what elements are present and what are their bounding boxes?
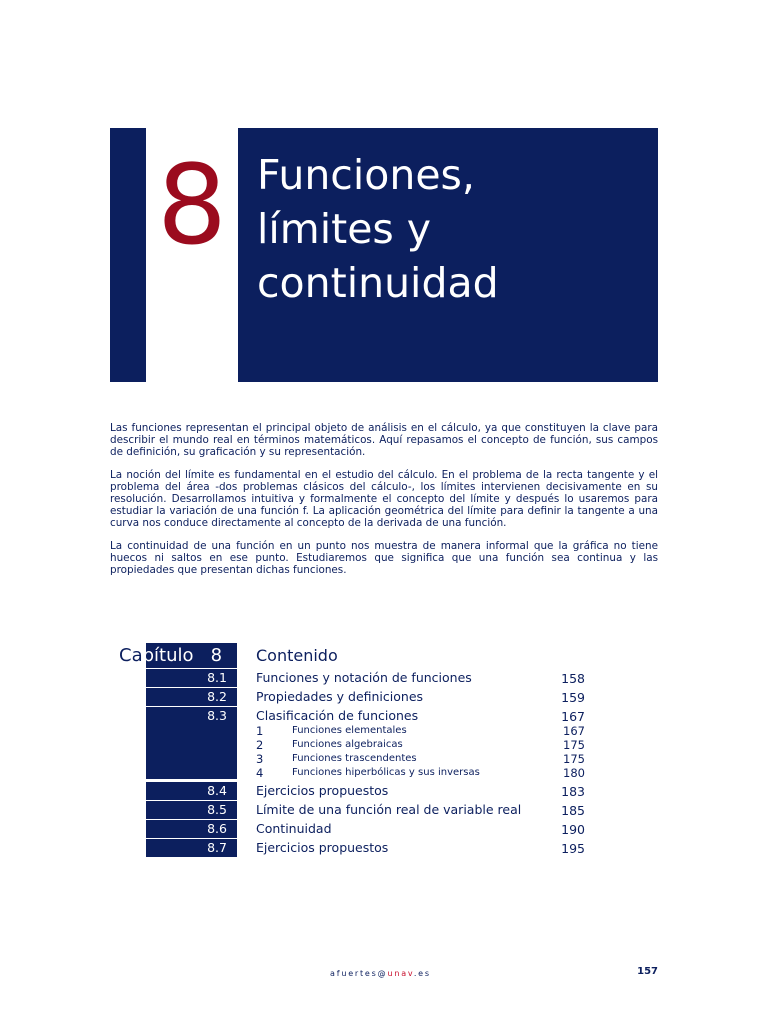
chapter-side-bar [110, 128, 146, 382]
section-number: 8.6 [146, 820, 237, 838]
toc-entry-label[interactable]: Límite de una función real de variable real [256, 802, 522, 817]
section-number: 8.5 [146, 801, 237, 819]
toc-entry-page: 167 [561, 709, 585, 724]
toc-subentry-label[interactable]: Funciones algebraicas [292, 739, 403, 750]
toc-entry-label[interactable]: Ejercicios propuestos [256, 783, 389, 798]
section-number: 8.4 [146, 782, 237, 800]
toc-subentry-number: 3 [256, 752, 264, 766]
toc-subentry-page: 167 [563, 724, 585, 738]
capitulo-label-part: pítulo 8 [142, 645, 223, 666]
toc-entry-label[interactable]: Clasificación de funciones [256, 708, 419, 723]
intro-paragraph: La noción del límite es fundamental en el estudio del cálculo. En el problema de la recta tangente y el problema del área -dos problemas clásicos del cálculo-, los límites intervienen decisivamente en su resolución. Desarrollamos intuitiva y formalmente el concepto del límite y después lo usaremos para estudiar la variación de una función f. La aplicación geométrica del límite para definir la tangente a una curva nos conduce directamente al concepto de la derivada de una función. [110, 469, 658, 529]
section-number: 8.2 [146, 688, 237, 706]
section-number: 8.3 [146, 707, 237, 779]
section-number: 8.7 [146, 839, 237, 857]
chapter-title-line: Funciones, [257, 151, 475, 199]
toc-entry-page: 183 [561, 784, 585, 799]
toc-entry-page: 185 [561, 803, 585, 818]
toc-entry-page: 190 [561, 822, 585, 837]
toc-entry-label[interactable]: Ejercicios propuestos [256, 840, 389, 855]
email-at: @ [377, 969, 388, 978]
toc-entry-page: 159 [561, 690, 585, 705]
toc-subentry-number: 2 [256, 738, 264, 752]
email-domain: unav [387, 969, 414, 978]
footer-email[interactable] [330, 969, 431, 978]
intro-text [110, 423, 658, 589]
toc-subentry-label[interactable]: Funciones hiperbólicas y sus inversas [292, 767, 480, 778]
toc-subentry-label[interactable]: Funciones elementales [292, 725, 407, 736]
toc-subentry-page: 175 [563, 738, 585, 752]
chapter-number: 8 [157, 141, 227, 269]
toc-subentry-number: 4 [256, 766, 264, 780]
toc-entry-label[interactable]: Continuidad [256, 821, 332, 836]
toc-entry-page: 195 [561, 841, 585, 856]
chapter-title-line: límites y [257, 205, 432, 253]
toc-entry-page: 158 [561, 671, 585, 686]
email-tld: .es [413, 969, 431, 978]
chapter-title-line: continuidad [257, 259, 499, 307]
email-user: afuertes [330, 969, 378, 978]
intro-paragraph: La continuidad de una función en un punto nos muestra de manera informal que la gráfica no tiene huecos ni saltos en ese punto. Estudiaremos que significa que una función sea continua y las propiedades que presentan dichas funciones. [110, 540, 658, 576]
contents-heading: Contenido [256, 646, 338, 665]
toc-subentry-label[interactable]: Funciones trascendentes [292, 753, 417, 764]
capitulo-label-part: Ca [119, 645, 143, 666]
toc-entry-label[interactable]: Funciones y notación de funciones [256, 670, 472, 685]
toc-subentry-page: 180 [563, 766, 585, 780]
toc-subentry-number: 1 [256, 724, 264, 738]
toc-entry-label[interactable]: Propiedades y definiciones [256, 689, 424, 704]
section-number: 8.1 [146, 669, 237, 687]
page-number: 157 [637, 966, 658, 977]
chapter-title [257, 148, 647, 310]
toc-subentry-page: 175 [563, 752, 585, 766]
intro-paragraph: Las funciones representan el principal objeto de análisis en el cálculo, ya que constituyen la clave para describir el mundo real en términos matemáticos. Aquí repasamos el concepto de función, sus campos de definición, su graficación y su representación. [110, 422, 658, 458]
capitulo-label [119, 644, 222, 668]
